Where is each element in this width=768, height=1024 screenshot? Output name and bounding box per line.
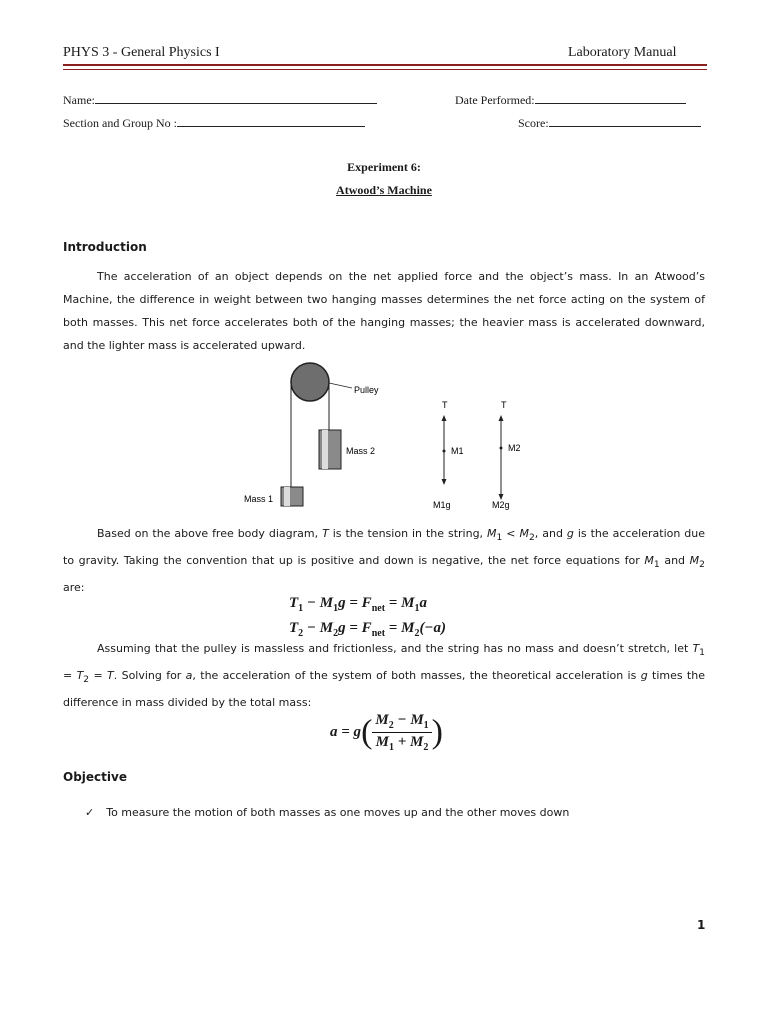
m2g-label: M2g	[492, 500, 510, 510]
introduction-paragraph	[63, 265, 705, 357]
para3-text-4: times the difference in mass divided by the total mass:	[63, 669, 705, 710]
date-field	[455, 92, 686, 108]
score-label: Score:	[518, 116, 549, 130]
para2-less-than: <	[502, 527, 520, 540]
para3-equals-1: =	[63, 669, 77, 683]
assumption-paragraph	[63, 637, 705, 714]
para2-text-2: is the tension in the string,	[328, 527, 487, 540]
para2-M2: M	[519, 527, 529, 540]
arrow-up-m2	[499, 415, 504, 421]
para2-text-1: Based on the above free body diagram,	[97, 527, 323, 540]
para3-T2-sub: 2	[83, 674, 90, 686]
mass-2-label: Mass 2	[346, 446, 376, 456]
tension-label-2: T	[501, 400, 507, 410]
formula-numerator: $M_2 - M_1$	[372, 712, 431, 733]
para3-g: g	[640, 669, 648, 683]
para3-T1-sub: 1	[699, 647, 705, 659]
para3-text-3: , the acceleration of the system of both masses, the theoretical acceleration is	[192, 669, 641, 683]
para3-equals-2: =	[89, 669, 108, 683]
experiment-number: Experiment 6:	[347, 160, 421, 174]
section-field	[63, 115, 365, 131]
para3-T1: T	[692, 642, 700, 655]
introduction-heading: Introduction	[63, 240, 147, 254]
name-blank[interactable]	[95, 92, 377, 104]
name-field	[63, 92, 377, 108]
section-label: Section and Group No :	[63, 116, 177, 130]
experiment-title-text: Atwood’s Machine	[336, 183, 432, 197]
pulley-wheel	[291, 363, 329, 401]
para2-text-3: , and	[534, 527, 567, 540]
para2-text-5: and	[659, 554, 690, 568]
header-rule-thin	[63, 69, 707, 70]
para2-T: T	[322, 527, 329, 540]
para3-T: T	[107, 669, 114, 683]
objective-heading: Objective	[63, 770, 127, 784]
formula-right-paren: )	[431, 713, 443, 751]
para2-text-4: is the acceleration due to gravity. Taking the convention that up is positive and down is negative, the net force equations for	[63, 527, 706, 568]
mass-1-label: Mass 1	[244, 494, 274, 504]
para2-M1-again-sub: 1	[653, 559, 660, 571]
header-manual: Laboratory Manual	[568, 45, 677, 60]
experiment-title	[0, 183, 768, 198]
score-field	[518, 115, 701, 131]
arrow-up-m1	[442, 415, 447, 421]
arrow-down-m1	[442, 479, 447, 485]
objective-item	[85, 806, 569, 819]
para2-M1: M	[487, 527, 497, 540]
para3-T2: T	[76, 669, 84, 683]
name-label: Name:	[63, 93, 95, 107]
formula-left-paren: (	[361, 713, 373, 751]
equation-mass-2: $T_2 - M_2g = F_{net} = M_2(-a)$	[289, 620, 447, 639]
page-number: 1	[697, 918, 706, 932]
para3-text-1: Assuming that the pulley is massless and frictionless, and the string has no mass and doesn’t stretch, let	[97, 642, 693, 655]
introduction-text: The acceleration of an object depends on the net applied force and the object’s mass. In an Atwood’s Machine, the difference in weight between two hanging masses determines the net force acting on the system of both masses. This net force accelerates both of the hanging masses; the heavier mass is accelerated downward, and the lighter mass is accelerated upward.	[63, 270, 705, 352]
point-m2	[500, 447, 503, 450]
para2-M2-again: M	[689, 554, 700, 568]
para2-M1-again: M	[644, 554, 654, 568]
acceleration-formula	[330, 712, 443, 753]
header-rule	[63, 64, 707, 66]
m2-label: M2	[508, 443, 521, 453]
score-blank[interactable]	[549, 115, 701, 127]
para2-M2-sub: 2	[528, 532, 535, 544]
objective-text: To measure the motion of both masses as one moves up and the other moves down	[106, 806, 570, 819]
mass-1-highlight	[284, 487, 290, 506]
para3-text-2: . Solving for	[113, 669, 186, 683]
date-label: Date Performed:	[455, 93, 535, 107]
para2-g: g	[566, 527, 574, 540]
m1g-label: M1g	[433, 500, 451, 510]
section-blank[interactable]	[177, 115, 365, 127]
equation-mass-1: $T_1 - M_1g = F_{net} = M_1a$	[289, 595, 427, 614]
date-blank[interactable]	[535, 92, 686, 104]
mass-2-highlight	[322, 430, 328, 469]
para2-M2-again-sub: 2	[699, 559, 705, 571]
para3-a: a	[185, 669, 193, 683]
formula-fraction	[372, 712, 431, 753]
pulley-pointer	[329, 383, 352, 388]
header-course: PHYS 3 - General Physics I	[63, 45, 220, 60]
para2-M1-sub: 1	[496, 532, 503, 544]
check-icon: ✓	[85, 806, 95, 819]
pulley-label: Pulley	[354, 385, 379, 395]
atwood-diagram	[230, 355, 550, 515]
tension-label-1: T	[442, 400, 448, 410]
formula-denominator: $M_1 + M_2$	[375, 734, 429, 753]
m1-label: M1	[451, 446, 464, 456]
point-m1	[443, 450, 446, 453]
para2-text-6: are:	[63, 581, 85, 595]
free-body-paragraph	[63, 522, 705, 599]
formula-lhs: a = g	[330, 723, 362, 740]
